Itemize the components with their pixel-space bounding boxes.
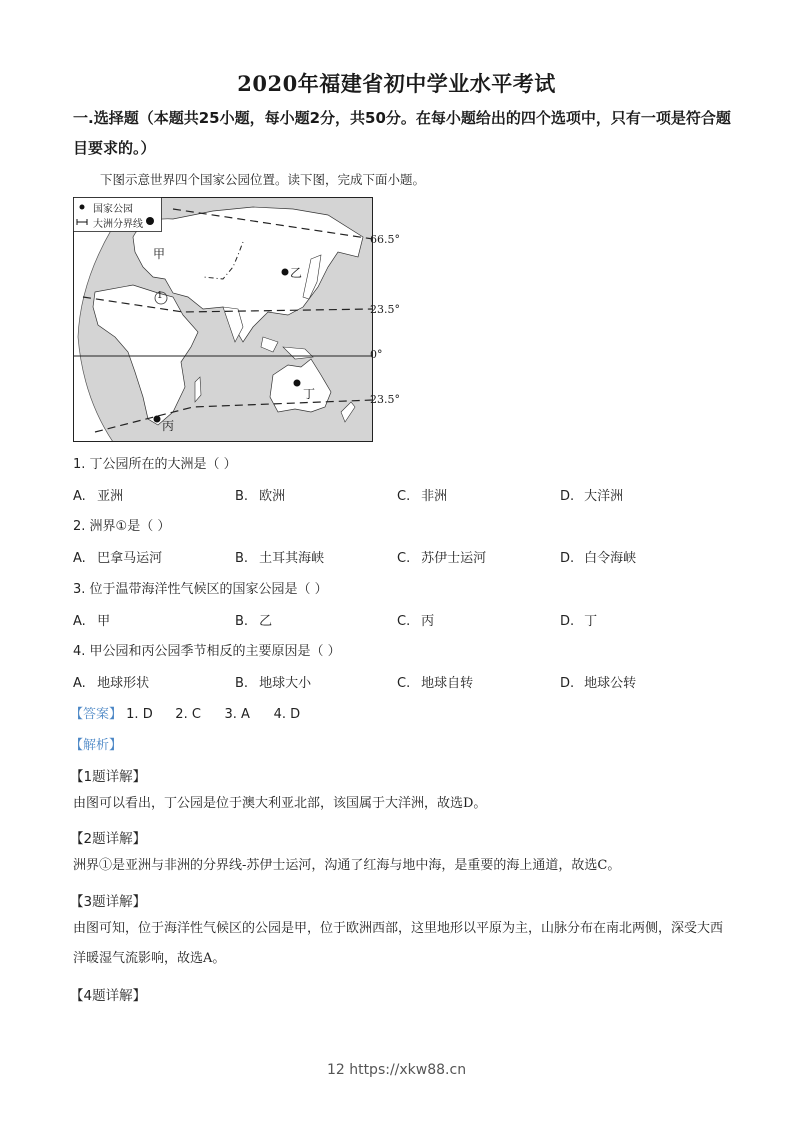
detail-1-heading: 【1题详解】 [70, 769, 147, 785]
park-label-ding: 丁 [303, 387, 316, 401]
world-map-figure [73, 197, 400, 442]
option-d: D. 大洋洲 [560, 489, 624, 504]
question-stem: 2. 洲界①是（ ） [73, 519, 171, 534]
option-c: C. 非洲 [397, 489, 448, 504]
answer-item: 2. C [175, 707, 201, 722]
option-a: A. 亚洲 [73, 489, 124, 504]
option-a: A. 巴拿马运河 [73, 551, 163, 566]
option-b: B. 乙 [235, 614, 273, 629]
park-label-jia: 甲 [153, 247, 166, 261]
answer-line [70, 703, 300, 722]
legend-park-label: 国家公园 [93, 204, 133, 215]
option-a: A. 地球形状 [73, 676, 150, 691]
option-d: D. 地球公转 [560, 676, 637, 691]
lat-label-arctic: 66.5° [370, 233, 400, 246]
section-heading: 一.选择题（本题共25小题，每小题2分，共50分。在每小题给出的四个选项中，只有一项是符合题目要求的。） [73, 109, 731, 157]
question-stem: 3. 位于温带海洋性气候区的国家公园是（ ） [73, 582, 328, 597]
option-c: C. 丙 [397, 614, 435, 629]
detail-4-heading: 【4题详解】 [70, 988, 147, 1004]
answer-item: 4. D [273, 707, 301, 722]
lat-label-tropic-cancer: 23.5° [370, 303, 400, 316]
boundary-marker-1: 1 [157, 291, 163, 301]
question-stem: 4. 甲公园和丙公园季节相反的主要原因是（ ） [73, 644, 341, 659]
detail-3-text: 由图可知，位于海洋性气候区的公园是甲，位于欧洲西部，这里地形以平原为主，山脉分布在南北两侧，深受大西洋暖湿气流影响，故选A。 [73, 921, 724, 966]
answer-label: 【答案】 [70, 707, 123, 722]
option-d: D. 丁 [560, 614, 598, 629]
detail-1-text: 由图可以看出，丁公园是位于澳大利亚北部，该国属于大洋洲，故选D。 [73, 796, 487, 811]
lat-label-equator: 0° [370, 348, 383, 361]
option-d: D. 白令海峡 [560, 551, 637, 566]
lat-label-tropic-capricorn: 23.5° [370, 393, 400, 406]
option-b: B. 地球大小 [235, 676, 312, 691]
park-label-bing: 丙 [162, 419, 175, 433]
analysis-label: 【解析】 [70, 738, 123, 753]
option-c: C. 苏伊士运河 [397, 551, 487, 566]
option-b: B. 欧洲 [235, 489, 286, 504]
answer-item: 3. A [224, 707, 250, 722]
page-title: 2020年福建省初中学业水平考试 [237, 71, 556, 96]
option-c: C. 地球自转 [397, 676, 474, 691]
park-label-yi: 乙 [290, 266, 303, 280]
map-svg [73, 197, 373, 442]
answer-item: 1. D [126, 707, 153, 722]
detail-3-heading: 【3题详解】 [70, 894, 147, 910]
intro-text: 下图示意世界四个国家公园位置。读下图，完成下面小题。 [100, 172, 426, 187]
question-stem: 1. 丁公园所在的大洲是（ ） [73, 457, 237, 472]
detail-2-heading: 【2题详解】 [70, 831, 147, 847]
detail-2-text: 洲界①是亚洲与非洲的分界线-苏伊士运河，沟通了红海与地中海，是重要的海上通道，故选C。 [73, 858, 621, 873]
page-footer: 12 https://xkw88.cn [326, 1062, 467, 1078]
legend-boundary-label: 大洲分界线 [93, 219, 143, 230]
option-a: A. 甲 [73, 614, 111, 629]
option-b: B. 土耳其海峡 [235, 551, 325, 566]
